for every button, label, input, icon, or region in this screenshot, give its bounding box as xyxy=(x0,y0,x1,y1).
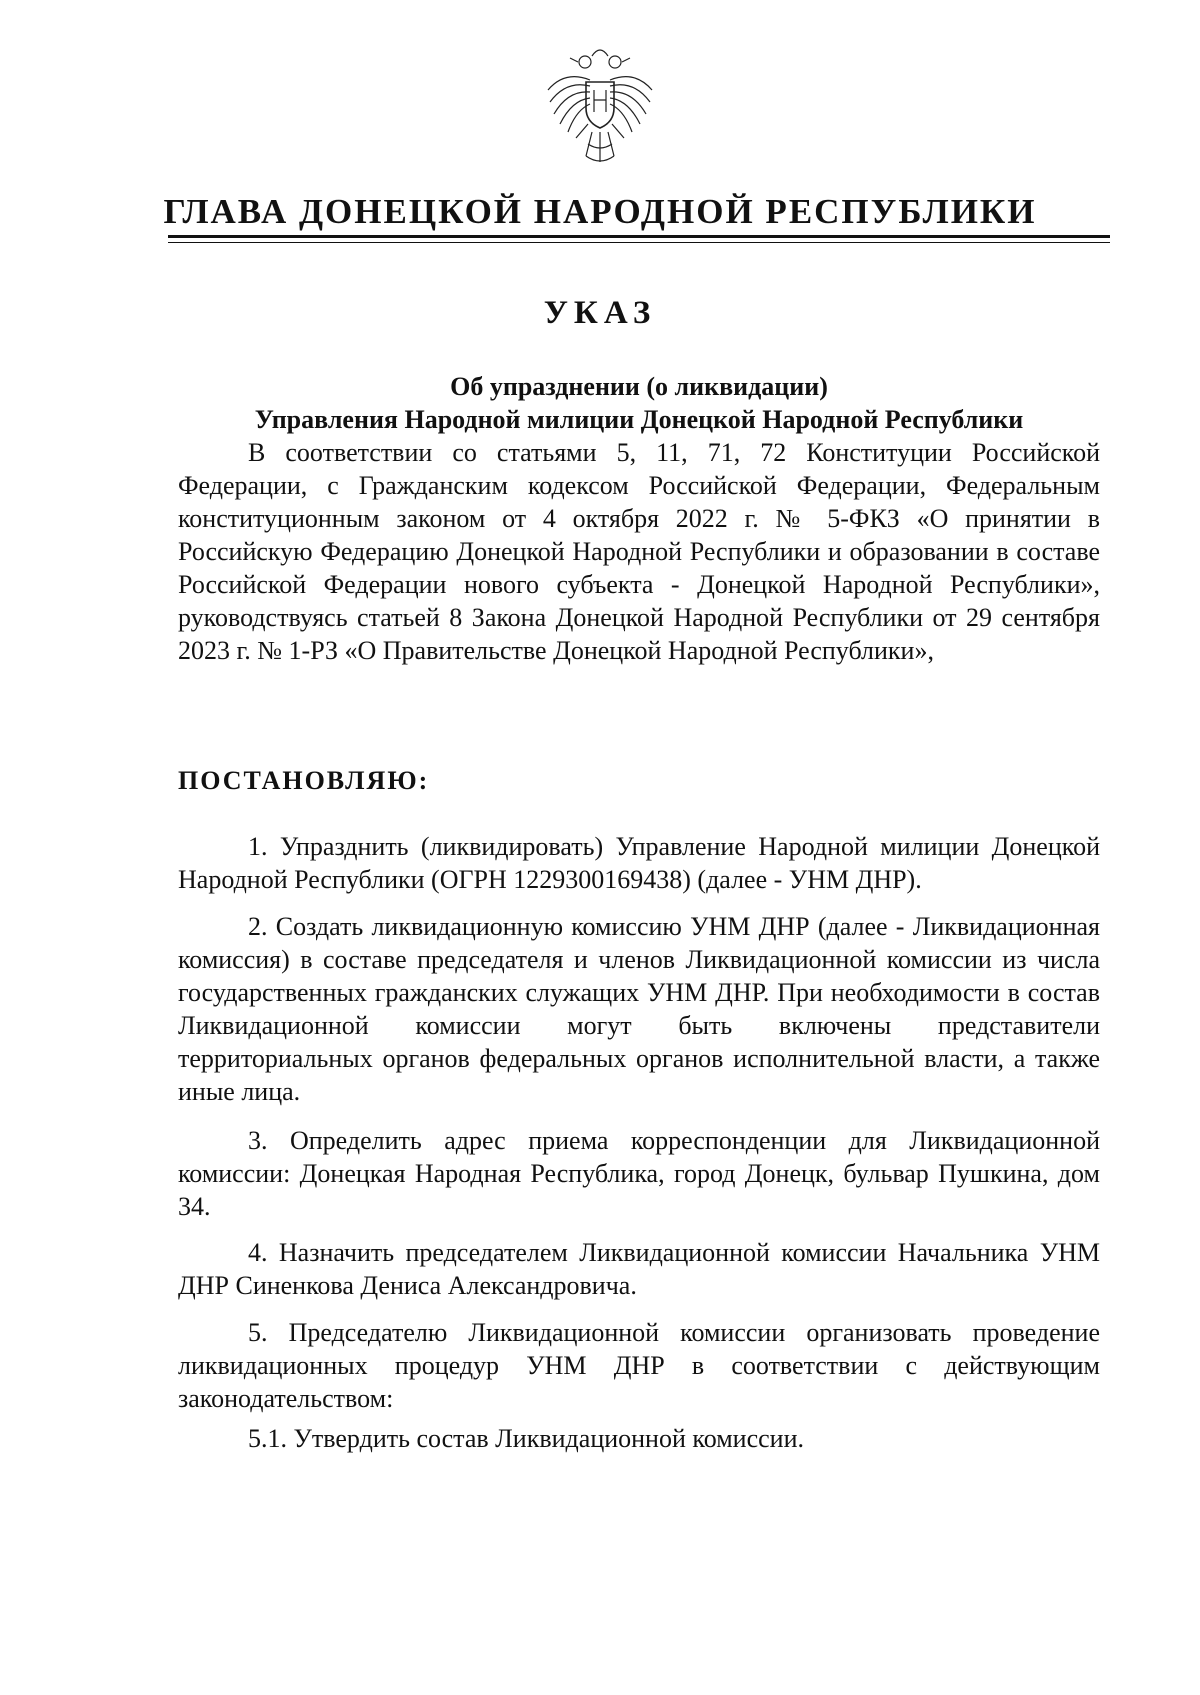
header-rule-thick xyxy=(168,235,1110,238)
preamble-paragraph: В соответствии со статьями 5, 11, 71, 72 Конституции Российской Федерации, с Гражданским кодексом Российской Федерации, Федеральным конституционным законом от 4 октября 2022 г. № 5-ФКЗ «О принятии в Российскую Федерацию Донецкой Народной Республики и образовании в составе Российской Федерации нового субъекта - Донецкой Народной Республики», руководствуясь статьей 8 Закона Донецкой Народной Республики от 29 сентября 2023 г. № 1-РЗ «О Правительстве Донецкой Народной Республики», xyxy=(178,438,1100,665)
document-type: УКАЗ xyxy=(543,295,657,331)
subitem-5-1: 5.1. Утвердить состав Ликвидационной комиссии. xyxy=(248,1424,804,1453)
item-5: 5. Председателю Ликвидационной комиссии организовать проведение ликвидационных процедур УНМ ДНР в соответствии с действующим законодательством: xyxy=(178,1318,1100,1413)
decree-word: ПОСТАНОВЛЯЮ: xyxy=(178,766,430,795)
document-title xyxy=(168,370,1110,436)
item-3: 3. Определить адрес приема корреспонденции для Ликвидационной комиссии: Донецкая Народная Республика, город Донецк, бульвар Пушкина, дом 34. xyxy=(178,1126,1100,1221)
item-1: 1. Упразднить (ликвидировать) Управление Народной милиции Донецкой Народной Республики (ОГРН 1229300169438) (далее - УНМ ДНР). xyxy=(178,832,1100,894)
organization-header: ГЛАВА ДОНЕЦКОЙ НАРОДНОЙ РЕСПУБЛИКИ xyxy=(163,192,1037,231)
header-rule-thin xyxy=(168,242,1110,243)
coat-of-arms-icon xyxy=(540,40,660,180)
item-2: 2. Создать ликвидационную комиссию УНМ ДНР (далее - Ликвидационная комиссия) в составе председателя и членов Ликвидационной комиссии из числа государственных гражданских служащих УНМ ДНР. При необходимости в состав Ликвидационной комиссии могут быть включены представители территориальных органов федеральных органов исполнительной власти, а также иные лица. xyxy=(178,912,1100,1106)
document-title-line2: Управления Народной милиции Донецкой Народной Республики xyxy=(254,405,1024,434)
document-title-line1: Об упразднении (о ликвидации) xyxy=(450,372,828,401)
item-4: 4. Назначить председателем Ликвидационной комиссии Начальника УНМ ДНР Синенкова Дениса Александровича. xyxy=(178,1238,1100,1300)
